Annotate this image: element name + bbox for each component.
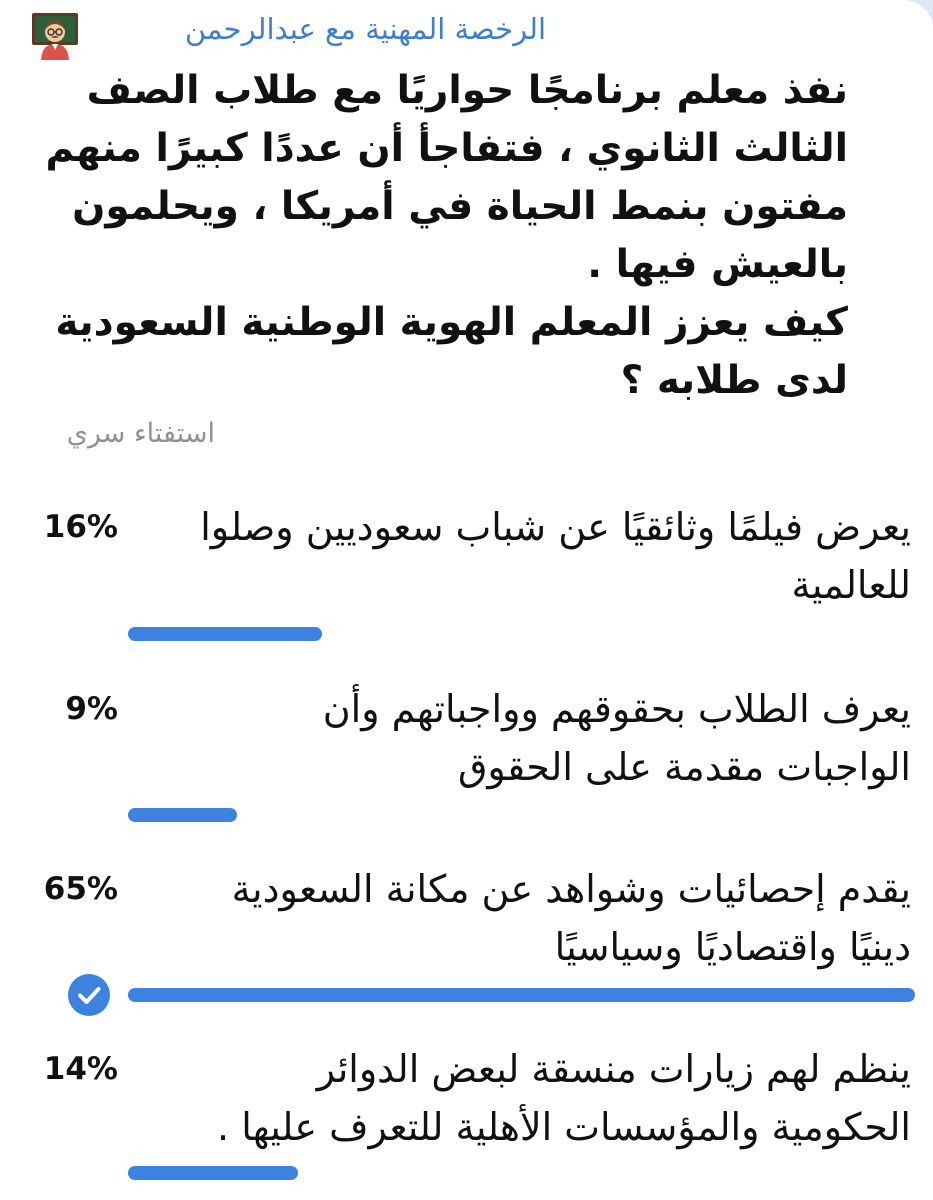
option-text-line: الحكومية والمؤسسات الأهلية للتعرف عليها .: [217, 1105, 911, 1149]
teacher-emoji-icon: [30, 10, 80, 60]
option-text-line: دينيًا واقتصاديًا وسياسيًا: [554, 925, 911, 969]
question-line: مفتون بنمط الحياة في أمريكا ، ويحلمون: [72, 184, 848, 229]
chosen-check-icon: [68, 974, 110, 1016]
poll-type-label: استفتاء سري: [66, 418, 215, 449]
option-percent: 9%: [65, 691, 118, 727]
option-percent: 65%: [43, 871, 118, 907]
question-line: الثالث الثانوي ، فتفاجأ أن عددًا كبيرًا منهم: [45, 126, 848, 171]
poll-question: [45, 62, 848, 410]
option-text-line: يقدم إحصائيات وشواهد عن مكانة السعودية: [231, 867, 911, 911]
option-result-bar: [128, 1166, 298, 1180]
option-text: [323, 680, 911, 796]
option-percent: 16%: [43, 509, 118, 545]
option-text-line: الواجبات مقدمة على الحقوق: [457, 745, 911, 789]
option-text: [232, 860, 911, 976]
option-percent: 14%: [43, 1051, 118, 1087]
question-line: نفذ معلم برنامجًا حواريًا مع طلاب الصف: [86, 68, 848, 113]
option-text: [217, 1040, 911, 1156]
option-text-line: للعالمية: [791, 563, 911, 607]
option-text-line: يعرض فيلمًا وثائقيًا عن شباب سعوديين وصلوا: [200, 505, 911, 549]
option-result-bar: [128, 627, 322, 641]
question-line: بالعيش فيها .: [587, 242, 848, 287]
sender-name[interactable]: الرخصة المهنية مع عبدالرحمن: [184, 12, 546, 46]
question-line: كيف يعزز المعلم الهوية الوطنية السعودية: [55, 300, 848, 345]
option-text-line: ينظم لهم زيارات منسقة لبعض الدوائر: [316, 1047, 911, 1091]
option-result-bar: [128, 808, 237, 822]
option-result-bar: [128, 988, 915, 1002]
option-text: [200, 498, 911, 614]
option-text-line: يعرف الطلاب بحقوقهم وواجباتهم وأن: [322, 687, 911, 731]
question-line: لدى طلابه ؟: [620, 358, 848, 403]
